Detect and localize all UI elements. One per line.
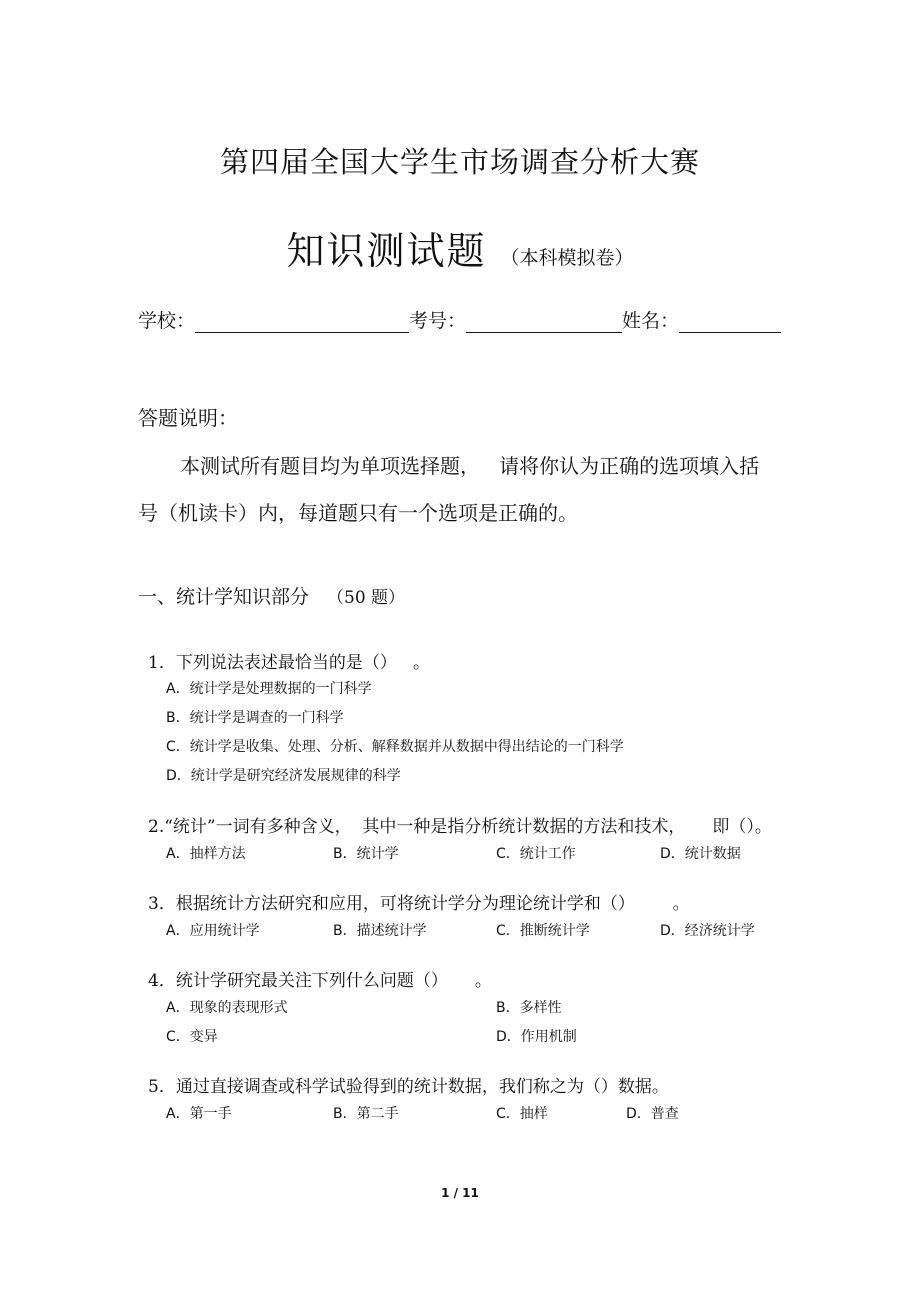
exam-title: 第四届全国大学生市场调查分析大赛	[219, 145, 700, 179]
option-b: B．描述统计学	[333, 923, 427, 939]
school-field[interactable]	[195, 310, 409, 333]
question-stem: 4．统计学研究最关注下列什么问题（） 。	[148, 971, 492, 991]
option-a: A．现象的表现形式	[166, 1000, 288, 1016]
exam-number-field[interactable]	[466, 310, 622, 333]
option-b: B．第二手	[333, 1106, 399, 1122]
option-a: A．第一手	[166, 1106, 232, 1122]
option-d: D．统计学是研究经济发展规律的科学	[166, 768, 401, 784]
option-c: C．抽样	[496, 1106, 548, 1122]
page-number: 1 / 11	[441, 1186, 479, 1200]
option-d: D．普查	[626, 1106, 679, 1122]
option-d: D．统计数据	[660, 846, 741, 862]
question-stem: 5．通过直接调查或科学试验得到的统计数据，我们称之为（）数据。	[148, 1077, 669, 1097]
option-b: B．统计学	[333, 846, 399, 862]
question-stem: 2.“统计”一词有多种含义， 其中一种是指分析统计数据的方法和技术， 即（）。	[148, 817, 772, 837]
option-d: D．经济统计学	[660, 923, 755, 939]
option-b: B．多样性	[496, 1000, 562, 1016]
option-c: C．统计工作	[496, 846, 576, 862]
subtitle-main: 知识测试题	[286, 229, 487, 273]
subtitle-note: （本科模拟卷）	[500, 247, 634, 269]
section-title: 一、统计学知识部分	[138, 586, 310, 608]
question-stem: 3．根据统计方法研究和应用，可将统计学分为理论统计学和（） 。	[148, 894, 690, 914]
section-count: （50 题）	[327, 588, 406, 608]
option-a: A．抽样方法	[166, 846, 246, 862]
option-a: A．应用统计学	[166, 923, 260, 939]
section-heading	[138, 582, 405, 609]
school-label: 学校：	[138, 310, 196, 332]
instructions-text-line2: 号（机读卡）内，每道题只有一个选项是正确的。	[138, 501, 578, 525]
option-b: B．统计学是调查的一门科学	[166, 710, 344, 726]
name-field[interactable]	[679, 310, 781, 333]
option-c: C．变异	[166, 1029, 218, 1045]
question-stem: 1．下列说法表述最恰当的是（） 。	[148, 653, 431, 673]
option-d: D．作用机制	[496, 1029, 577, 1045]
instructions-heading: 答题说明：	[138, 406, 238, 430]
exam-number-label: 考号：	[409, 310, 467, 332]
exam-subtitle	[0, 220, 920, 275]
candidate-info-row	[138, 306, 781, 333]
option-c: C．推断统计学	[496, 923, 590, 939]
instructions-text-line1: 本测试所有题目均为单项选择题， 请将你认为正确的选项填入括	[180, 454, 760, 478]
option-a: A．统计学是处理数据的一门科学	[166, 681, 372, 697]
name-label: 姓名：	[622, 310, 680, 332]
option-c: C．统计学是收集、处理、分析、解释数据并从数据中得出结论的一门科学	[166, 739, 624, 755]
